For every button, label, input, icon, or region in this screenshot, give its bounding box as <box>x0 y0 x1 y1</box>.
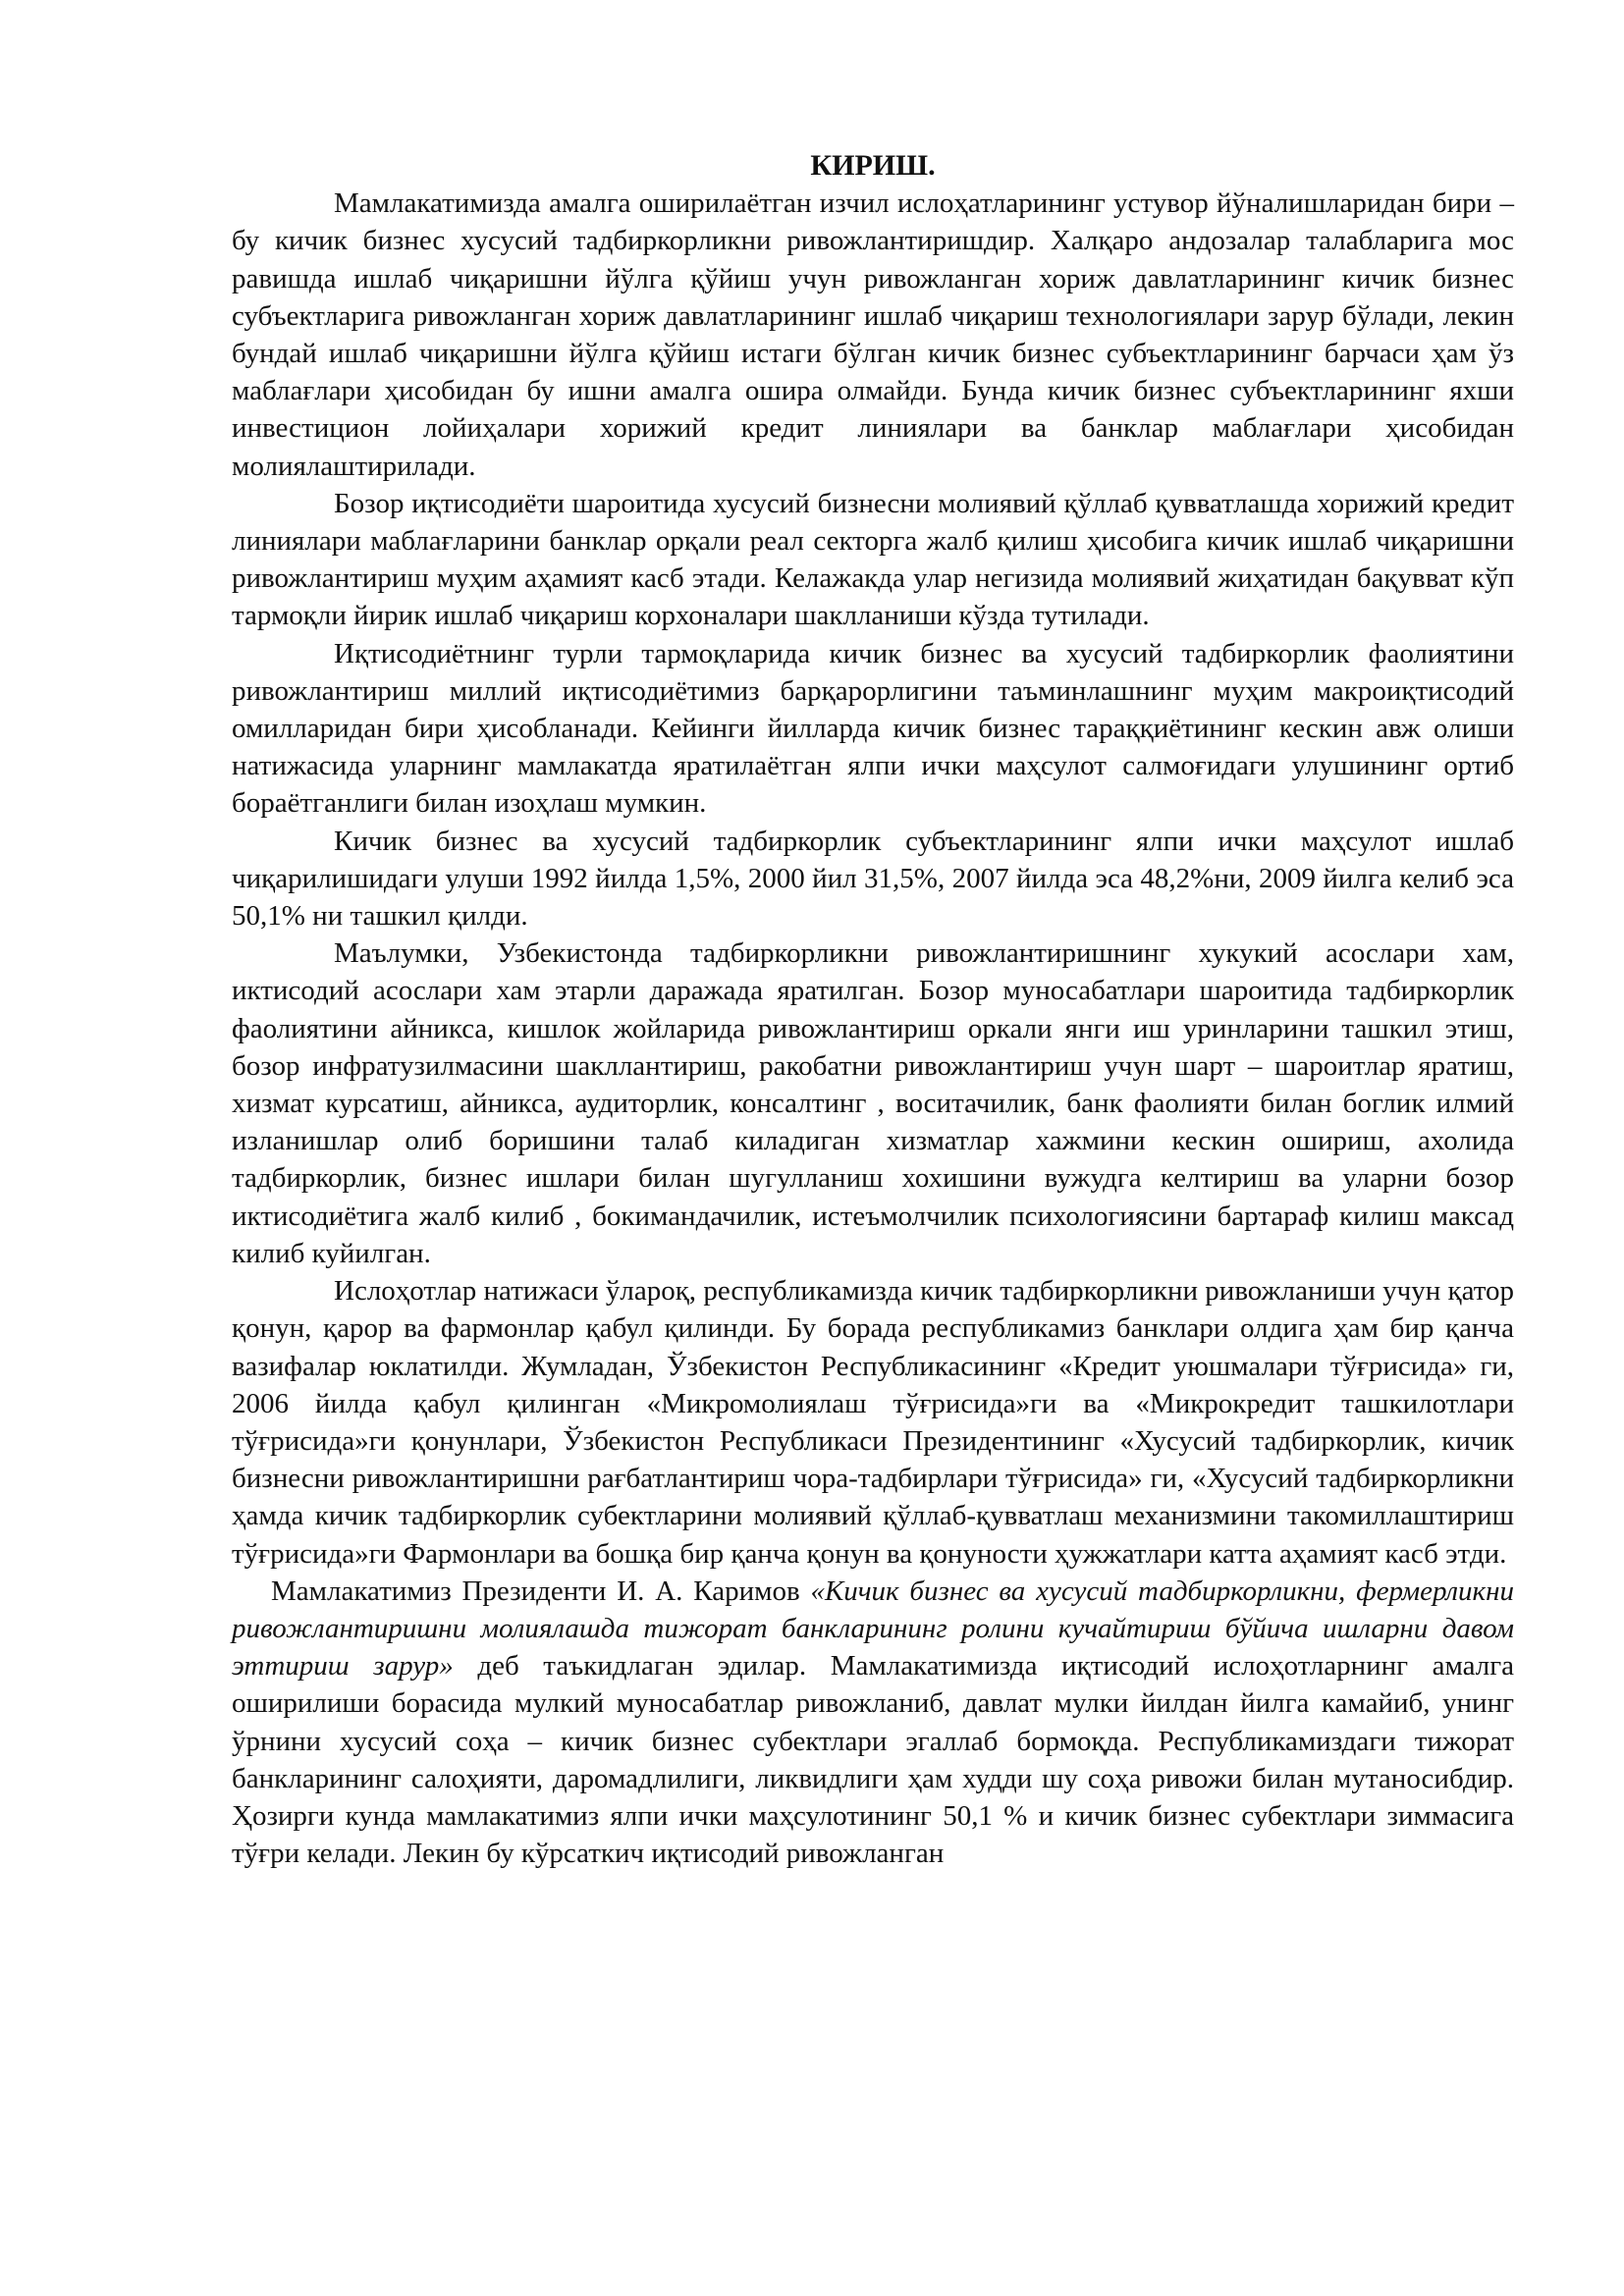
paragraph-1: Мамлакатимизда амалга оширилаётган изчил ислоҳатларининг устувор йўналишларидан бири – бу кичик бизнес хусусий тадбиркорликни ривожлантиришдир. Халқаро андозалар талабларига мос равишда ишлаб чиқаришни йўлга қўйиш учун ривожланган хориж давлатларининг кичик бизнес субъектларига ривожланган хориж давлатларининг ишлаб чиқариш технологиялари зарур бўлади, лекин бундай ишлаб чиқаришни йўлга қўйиш истаги бўлган кичик бизнес субъектларининг барчаси ҳам ўз маблағлари ҳисобидан бу ишни амалга ошира олмайди. Бунда кичик бизнес субъектларининг яхши инвестицион лойиҳалари хорижий кредит линиялари ва банклар маблағлари ҳисобидан молиялаштирилади. <box>232 187 1514 482</box>
paragraph-7 <box>232 1573 1514 1873</box>
document-title: КИРИШ. <box>810 149 936 182</box>
paragraph-7-lead: Мамлакатимиз Президенти И. А. Каримов <box>271 1575 811 1607</box>
president-quote: «Кичик бизнес ва хусусий тадбиркорликни, фермерликни ривожлантиришни молиялашда тижорат банкларининг ролини кучайтириш бўйича ишларни давом эттириш зарур» <box>232 1575 1514 1682</box>
document-page <box>232 147 1514 1872</box>
paragraph-2: Бозор иқтисодиёти шароитида хусусий бизнесни молиявий қўллаб қувватлашда хорижий кредит линиялари маблағларини банклар орқали реал секторга жалб қилиш ҳисобига кичик ишлаб чиқаришни ривожлантириш муҳим аҳамият касб этади. Келажакда улар негизида молиявий жиҳатидан бақувват кўп тармоқли йирик ишлаб чиқариш корхоналари шаклланиши кўзда тутилади. <box>232 487 1514 632</box>
paragraph-4: Кичик бизнес ва хусусий тадбиркорлик субъектларининг ялпи ички маҳсулот ишлаб чиқарилишидаги улуши 1992 йилда 1,5%, 2000 йил 31,5%, 2007 йилда эса 48,2%ни, 2009 йилга келиб эса 50,1% ни ташкил қилди. <box>232 825 1514 933</box>
paragraph-5: Маълумки, Узбекистонда тадбиркорликни ривожлантиришнинг хукукий асослари хам, иктисодий асослари хам этарли даражада яратилган. Бозор муносабатлари шароитида тадбиркорлик фаолиятини айникса, кишлок жойларида ривожлантириш оркали янги иш уринларини ташкил этиш, бозор инфратузилмасини шакллантириш, ракобатни ривожлантириш учун шарт – шароитлар яратиш, хизмат курсатиш, айникса, аудиторлик, консалтинг , воситачилик, банк фаолияти билан боглик илмий изланишлар олиб боришини талаб киладиган хизматлар хажмини кескин ошириш, ахолида тадбиркорлик, бизнес ишлари билан шугулланиш хохишини вужудга келтириш ва уларни бозор иктисодиётига жалб килиб , бокимандачилик, истеъмолчилик психологиясини бартараф килиш максад килиб куйилган. <box>232 937 1514 1269</box>
paragraph-7-rest: деб таъкидлаган эдилар. Мамлакатимизда иқтисодий ислоҳотларнинг амалга оширилиши борасида мулкий муносабатлар ривожланиб, давлат мулки йилдан йилга камайиб, унинг ўрнини хусусий соҳа – кичик бизнес субектлари эгаллаб бормоқда. Республикамиздаги тижорат банкларининг салоҳияти, даромадлилиги, ликвидлиги ҳам худди шу соҳа ривожи билан мутаносибдир. Ҳозирги кунда мамлакатимиз ялпи ички маҳсулотининг 50,1 % и кичик бизнес субектлари зиммасига тўғри келади. Лекин бу кўрсаткич иқтисодий ривожланган <box>232 1650 1515 1870</box>
paragraph-6: Ислоҳотлар натижаси ўлароқ, республикамизда кичик тадбиркорликни ривожланиши учун қатор қонун, қарор ва фармонлар қабул қилинди. Бу борада республикамиз банклари олдига ҳам бир қанча вазифалар юклатилди. Жумладан, Ўзбекистон Республикасининг «Кредит уюшмалари тўғрисида» ги, 2006 йилда қабул қилинган «Микромолиялаш тўғрисида»ги ва «Микрокредит ташкилотлари тўғрисида»ги қонунлари, Ўзбекистон Республикаси Президентининг «Хусусий тадбиркорлик, кичик бизнесни ривожлантиришни рағбатлантириш чора-тадбирлари тўғрисида» ги, «Хусусий тадбиркорликни ҳамда кичик тадбиркорлик субектларини молиявий қўллаб-қувватлаш механизмини такомиллаштириш тўғрисида»ги Фармонлари ва бошқа бир қанча қонун ва қонуности ҳужжатлари катта аҳамият касб этди. <box>232 1275 1514 1570</box>
paragraph-3: Иқтисодиётнинг турли тармоқларида кичик бизнес ва хусусий тадбиркорлик фаолиятини ривожлантириш миллий иқтисодиётимиз барқарорлигини таъминлашнинг муҳим макроиқтисодий омилларидан бири ҳисобланади. Кейинги йилларда кичик бизнес тараққиётининг кескин авж олиши натижасида уларнинг мамлакатда яратилаётган ялпи ички маҳсулот салмоғидаги улушининг ортиб бораётганлиги билан изоҳлаш мумкин. <box>232 637 1514 820</box>
